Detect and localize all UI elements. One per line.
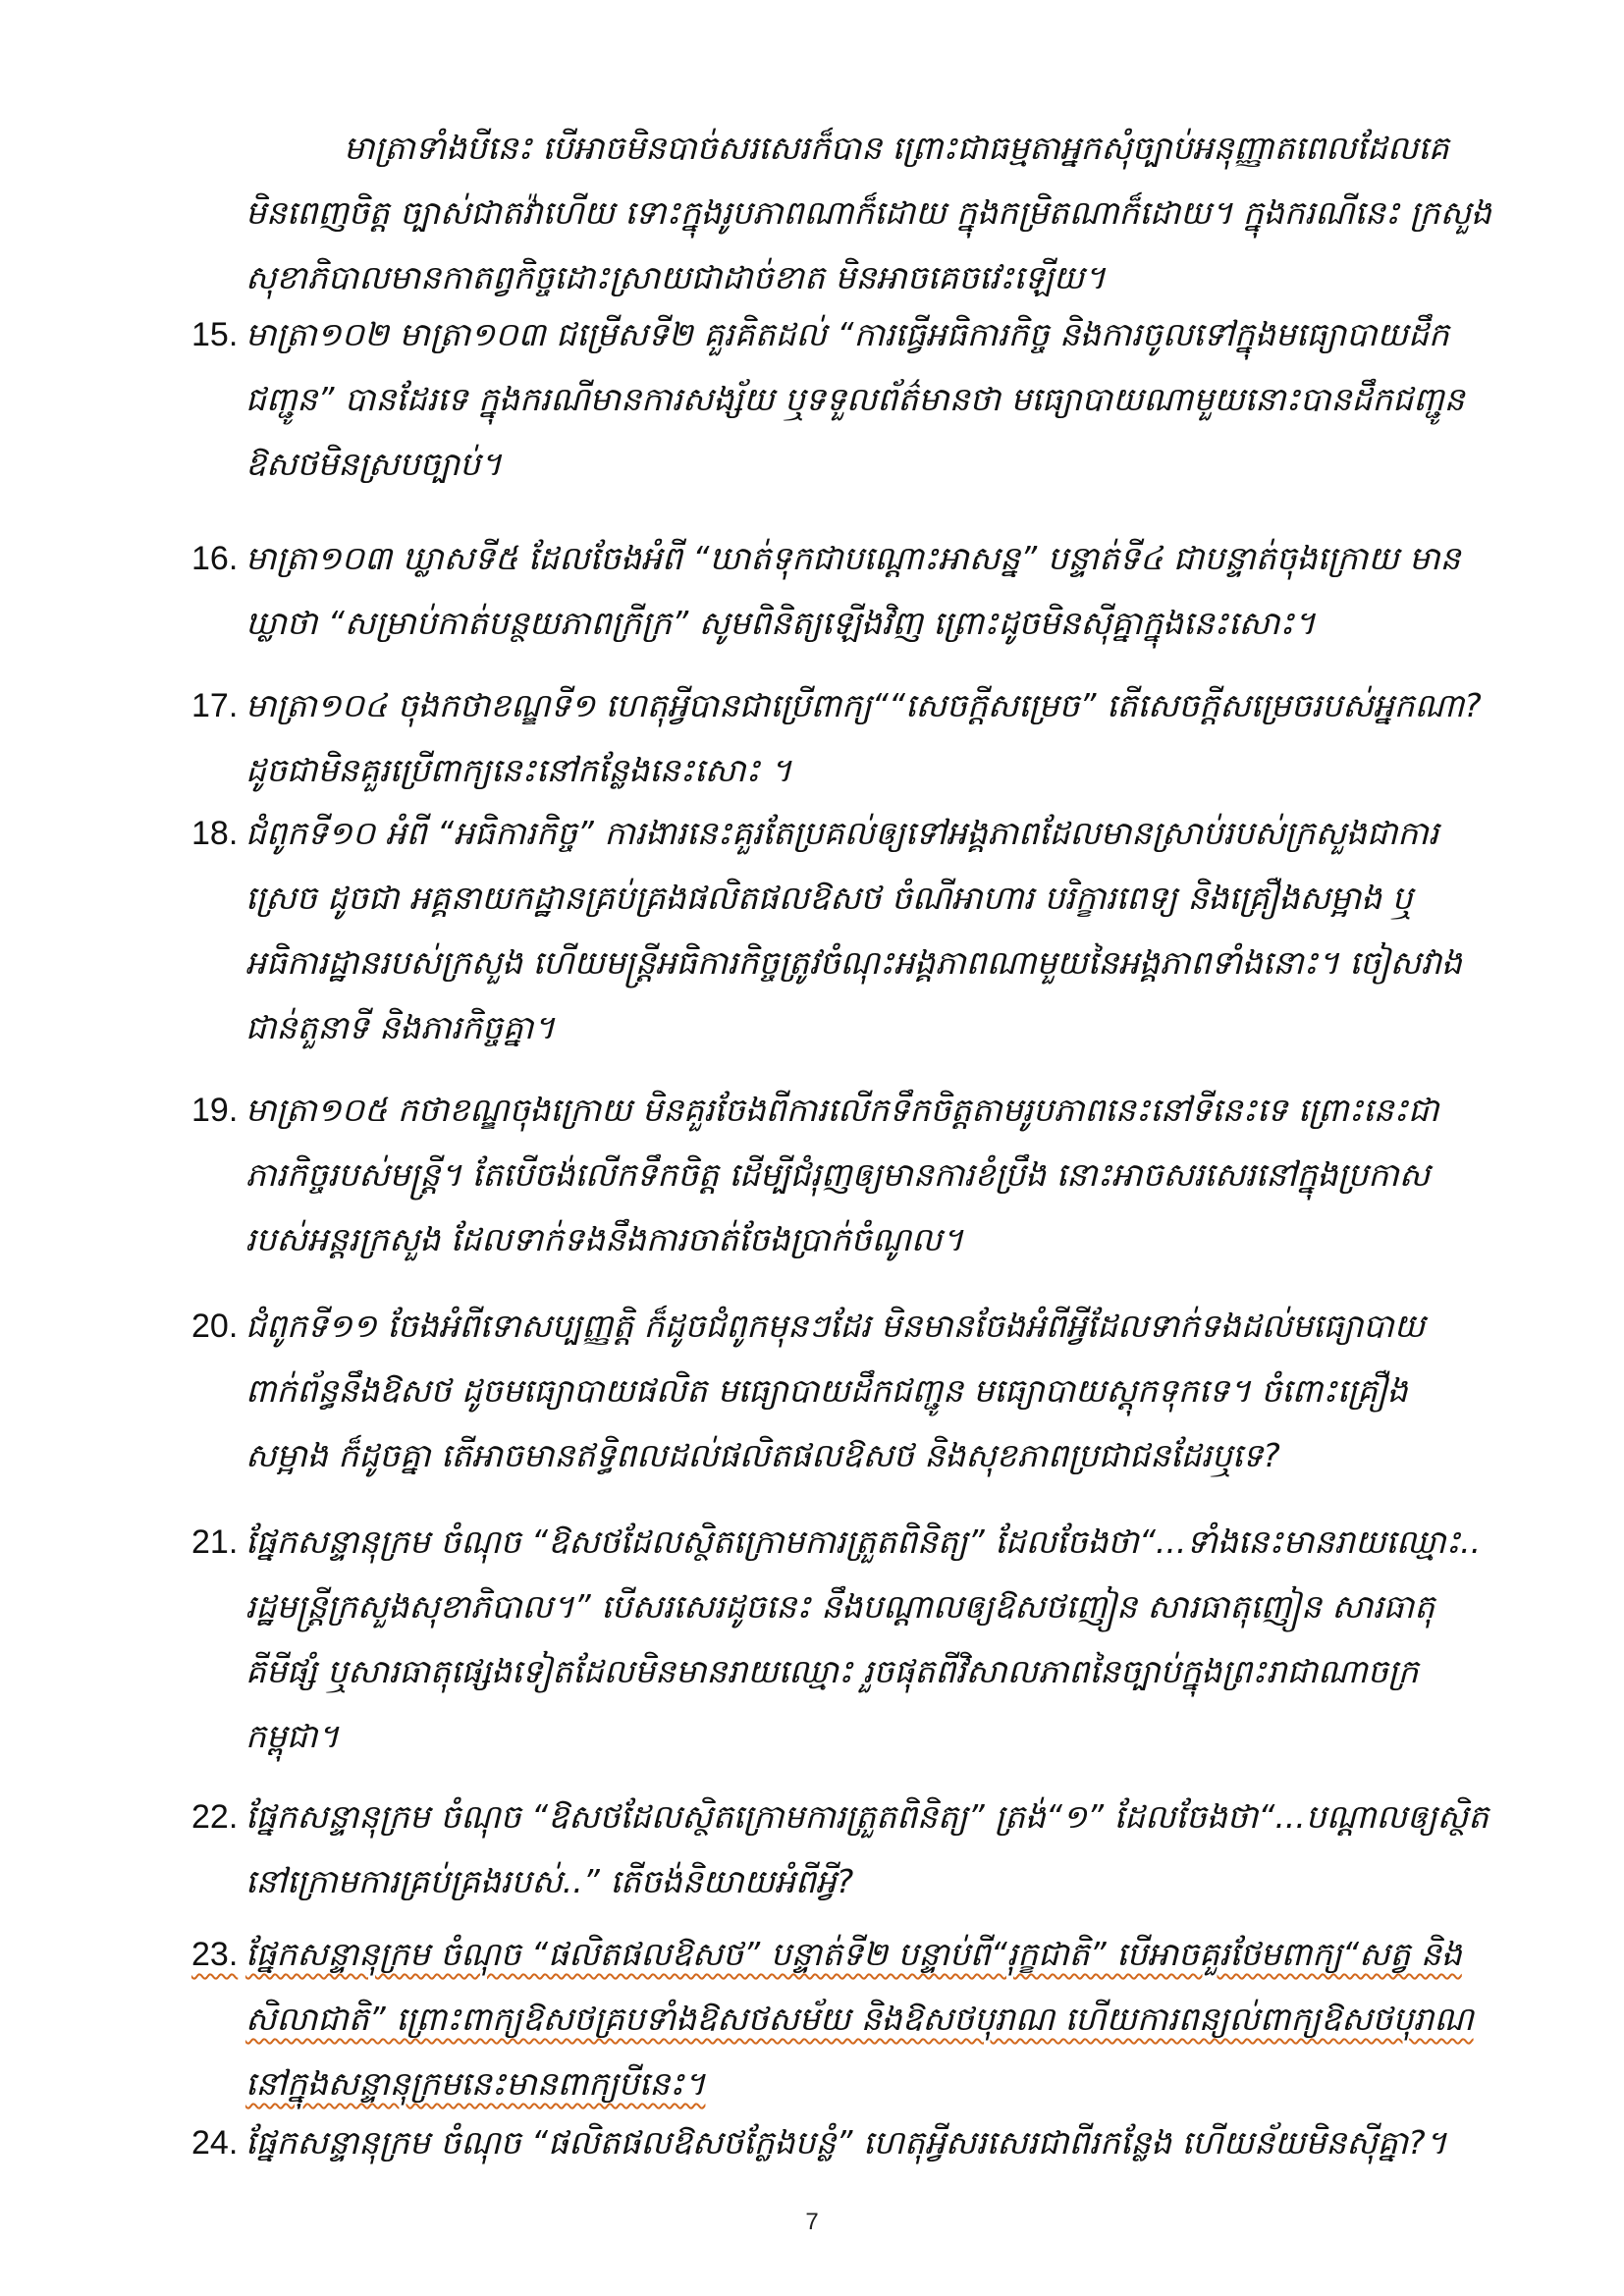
paragraph-line: សុខាភិបាលមានកាតព្វកិច្ចដោះស្រាយជាដាច់ខាត មិនអាចគេចវេះឡើយ។ [245,258,1106,296]
item-number: 15. [191,316,239,353]
item-line: ជាន់តួនាទី និងភារកិច្ចគ្នា។ [245,1008,556,1046]
item-line: រដ្ឋមន្ត្រីក្រសួងសុខាភិបាល។” បើសរសេរដូចនេះ នឹងបណ្ដាលឲ្យឱសថញៀន សារធាតុញៀន សារធាតុ [245,1587,1435,1626]
item-line: ផ្នែកសន្ទានុក្រម ចំណុច “ឱសថដែលស្ថិតក្រោមការត្រួតពិនិត្យ” ដែលចែងថា“...ទាំងនេះមានរាយឈ្មោះ.. [245,1522,1482,1561]
item-line: ពាក់ព័ន្ធនឹងឱសថ ដូចមធ្យោបាយផលិត មធ្យោបាយដឹកជញ្ជូន មធ្យោបាយស្ដុកទុកទេ។ ចំពោះគ្រឿង [245,1371,1408,1410]
item-number: 23. [191,1936,239,1973]
item-text [245,1294,1497,1488]
item-line: មាត្រា១០៤ ចុងកថាខណ្ឌទី១ ហេតុអ្វីបានជាប្រើពាក្យ““សេចក្ដីសម្រេច” តើសេចក្ដីសម្រេចរបស់អ្នកណា? [245,686,1482,724]
item-number: 20. [191,1308,239,1345]
item-line: ភារកិច្ចរបស់មន្ត្រី។ តែបើចង់លើកទឹកចិត្ត ដើម្បីជំរុញឲ្យមានការខំប្រឹង នោះអាចសរសេរនៅក្នុងប្រកាស [245,1155,1431,1194]
item-line: ជញ្ជូន” បានដែរទេ ក្នុងករណីមានការសង្ស័យ ឬទទួលព័ត៌មានថា មធ្យោបាយណាមួយនោះបានដឹកជញ្ជូន [245,380,1465,418]
item-line: ស្រេច ដូចជា អគ្គនាយកដ្ឋានគ្រប់គ្រងផលិតផលឱសថ ចំណីអាហារ បរិក្ខារពេទ្យ និងគ្រឿងសម្អាង ឬ [245,879,1413,917]
item-line: ឱសថមិនស្របច្បាប់។ [245,445,502,483]
item-line: មាត្រា១០២ មាត្រា១០៣ ជម្រើសទី២ គួរគិតដល់ “ការធ្វើអធិការកិច្ច និងការចូលទៅក្នុងមធ្យោបាយដឹក [245,315,1449,353]
paragraph-line: មិនពេញចិត្ត ច្បាស់ជាតវ៉ាហើយ ទោះក្នុងរូបភាពណាក៏ដោយ ក្នុងកម្រិតណាក៏ដោយ។ ក្នុងករណីនេះ ក្រសួង [245,193,1492,232]
item-line: សិលាជាតិ” ព្រោះពាក្យឱសថគ្របទាំងឱសថសម័យ និងឱសថបុរាណ ហើយការពន្យល់ពាក្យឱសថបុរាណ [245,2000,1474,2038]
item-number: 16. [191,540,239,577]
item-line: ដូចជាមិនគួរប្រើពាក្យនេះនៅកន្លែងនេះសោះ ។ [245,751,792,789]
item-line: សម្អាង ក៏ដូចគ្នា តើអាចមានឥទ្ធិពលដល់ផលិតផលឱសថ និងសុខភាពប្រជាជនដែរឬទេ? [245,1436,1280,1474]
item-text [245,1510,1497,1769]
item-line: របស់អន្តរក្រសួង ដែលទាក់ទងនឹងការចាត់ចែងប្រាក់ចំណូល។ [245,1220,964,1258]
item-text [245,1078,1497,1272]
item-number: 17. [191,687,239,724]
item-text [245,1922,1497,2116]
item-line: ជំពូកទី១០ អំពី “អធិការកិច្ច” ការងារនេះគួរតែប្រគល់ឲ្យទៅអង្គភាពដែលមានស្រាប់របស់ក្រសួងជាការ [245,814,1439,852]
item-line: ផ្នែកសន្ទានុក្រម ចំណុច “ឱសថដែលស្ថិតក្រោមការត្រួតពិនិត្យ” ត្រង់“១” ដែលចែងថា“...បណ្ដាលឲ្យស្ថិត [245,1797,1489,1836]
page-number: 7 [805,2209,819,2235]
item-line: កម្ពុជា។ [245,1717,340,1755]
item-line: មាត្រា១០៣ ឃ្លាសទី៥ ដែលចែងអំពី “ឃាត់ទុកជាបណ្ដោះអាសន្ន” បន្ទាត់ទី៤ ជាបន្ទាត់ចុងក្រោយ មាន [245,539,1461,577]
item-number: 21. [191,1523,239,1561]
item-line: ជំពូកទី១១ ចែងអំពីទោសប្បញ្ញត្តិ ក៏ដូចជំពូកមុនៗដែរ មិនមានចែងអំពីអ្វីដែលទាក់ទងដល់មធ្យោបាយ [245,1307,1426,1345]
item-number: 22. [191,1798,239,1836]
item-line: នៅក្រោមការគ្រប់គ្រងរបស់..” តើចង់និយាយអំពីអ្វី? [245,1862,854,1900]
item-line: អធិការដ្ឋានរបស់ក្រសួង ហើយមន្ត្រីអធិការកិច្ចត្រូវចំណុះអង្គភាពណាមួយនៃអង្គភាពទាំងនោះ។ ចៀសវាង [245,943,1462,982]
item-text [245,2110,1497,2175]
item-text [245,302,1497,497]
item-line: នៅក្នុងសន្ទានុក្រមនេះមានពាក្យបីនេះ។ [245,2064,706,2103]
item-number: 24. [191,2124,239,2162]
item-text [245,1785,1497,1914]
item-line: គីមីផ្សំ ឬសារធាតុផ្សេងទៀតដែលមិនមានរាយឈ្មោះ រួចផុតពីវិសាលភាពនៃច្បាប់ក្នុងព្រះរាជាណាចក្រ [245,1652,1419,1690]
item-line: មាត្រា១០៥ កថាខណ្ឌចុងក្រោយ មិនគួរចែងពីការលើកទឹកចិត្តតាមរូបភាពនេះនៅទីនេះទេ ព្រោះនេះជា [245,1091,1439,1129]
paragraph-line: មាត្រាទាំងបីនេះ បើអាចមិនបាច់សរសេរក៏បាន ព្រោះជាធម្មតាអ្នកសុំច្បាប់អនុញ្ញាតពេលដែលគេ [344,129,1449,167]
intro-paragraph [245,116,1492,310]
item-number: 19. [191,1092,239,1129]
item-text [245,801,1497,1060]
item-text [245,526,1497,656]
item-line: ឃ្លាថា “សម្រាប់កាត់បន្ថយភាពក្រីក្រ” សូមពិនិត្យឡើងវិញ ព្រោះដូចមិនស៊ីគ្នាក្នុងនេះសោះ។ [245,604,1316,642]
item-number: 18. [191,815,239,852]
item-text [245,673,1497,803]
item-line: ផ្នែកសន្ទានុក្រម ចំណុច “ផលិតផលឱសថក្លែងបន្លំ” ហេតុអ្វីសរសេរជាពីរកន្លែង ហើយន័យមិនស៊ីគ្នា?។ [245,2123,1447,2162]
item-line: ផ្នែកសន្ទានុក្រម ចំណុច “ផលិតផលឱសថ” បន្ទាត់ទី២ បន្ទាប់ពី“រុក្ខជាតិ” បើអាចគួរថែមពាក្យ“សត្វ និង [245,1935,1462,1973]
